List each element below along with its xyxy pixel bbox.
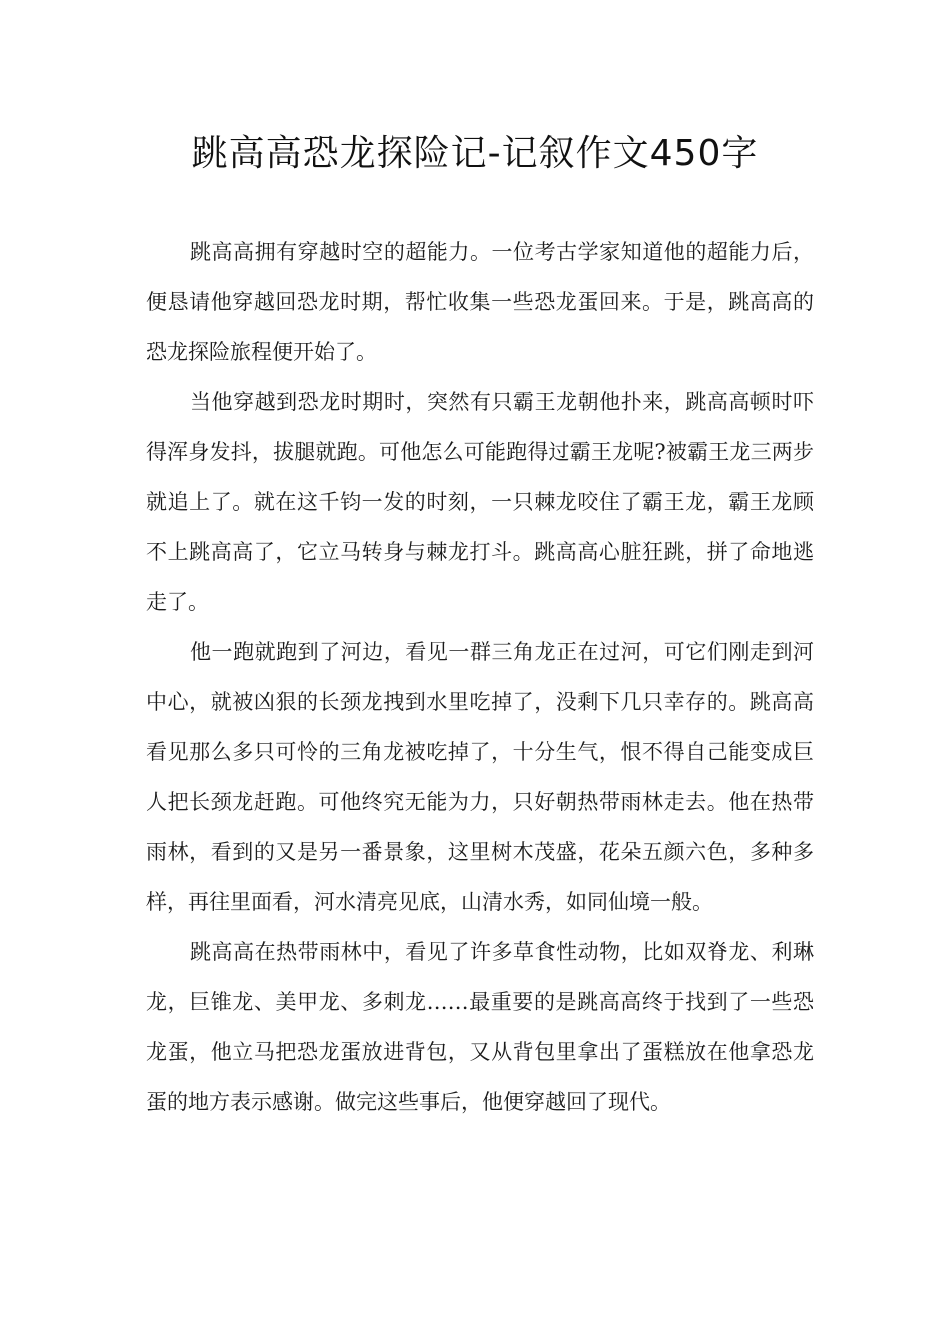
document-title: 跳高高恐龙探险记-记叙作文450字 (191, 133, 759, 174)
paragraph-4: 跳高高在热带雨林中，看见了许多草食性动物，比如双脊龙、利琳龙，巨锥龙、美甲龙、多刺龙……最重要的是跳高高终于找到了一些恐龙蛋，他立马把恐龙蛋放进背包，又从背包里拿出了蛋糕放在他拿恐龙蛋的地方表示感谢。做完这些事后，他便穿越回了现代。 (146, 940, 814, 1114)
document-body (146, 227, 814, 1127)
paragraph-2: 当他穿越到恐龙时期时，突然有只霸王龙朝他扑来，跳高高顿时吓得浑身发抖，拔腿就跑。可他怎么可能跑得过霸王龙呢?被霸王龙三两步就追上了。就在这千钧一发的时刻，一只棘龙咬住了霸王龙，霸王龙顾不上跳高高了，它立马转身与棘龙打斗。跳高高心脏狂跳，拼了命地逃走了。 (146, 390, 814, 614)
paragraph-1: 跳高高拥有穿越时空的超能力。一位考古学家知道他的超能力后，便恳请他穿越回恐龙时期，帮忙收集一些恐龙蛋回来。于是，跳高高的恐龙探险旅程便开始了。 (146, 240, 814, 364)
paragraph-3: 他一跑就跑到了河边，看见一群三角龙正在过河，可它们刚走到河中心，就被凶狠的长颈龙拽到水里吃掉了，没剩下几只幸存的。跳高高看见那么多只可怜的三角龙被吃掉了，十分生气，恨不得自己能变成巨人把长颈龙赶跑。可他终究无能为力，只好朝热带雨林走去。他在热带雨林，看到的又是另一番景象，这里树木茂盛，花朵五颜六色，多种多样，再往里面看，河水清亮见底，山清水秀，如同仙境一般。 (146, 640, 814, 914)
